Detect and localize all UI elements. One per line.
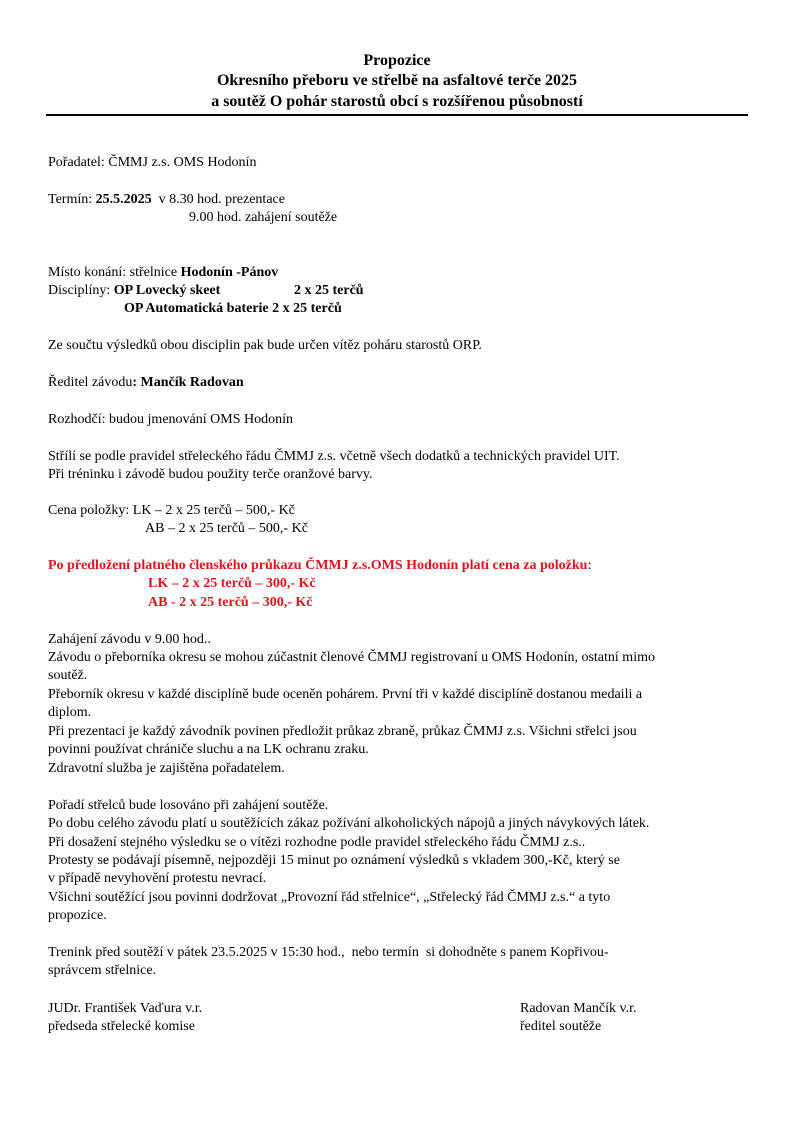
info-line: povinni používat chrániče sluchu a na LK ochranu zraku. (48, 742, 369, 757)
condition-line: Po dobu celého závodu platí u soutěžících zákaz požívání alkoholických nápojů a jiných návykových látek. (48, 816, 650, 831)
info-line: Při prezentaci je každý závodník povinen předložit průkaz zbraně, průkaz ČMMJ z.s. Všichni střelci jsou (48, 724, 637, 739)
term-line (48, 191, 285, 209)
judges-line: Rozhodčí: budou jmenování OMS Hodonín (48, 412, 293, 427)
document-subtitle-2: a soutěž O pohár starostů obcí s rozšířenou působností (211, 93, 583, 110)
discipline-1-name: OP Lovecký skeet (113, 283, 221, 298)
condition-line: Pořadí střelců bude losováno při zahájení soutěže. (48, 798, 329, 813)
price-label: Cena položky: (48, 503, 133, 518)
rules-line-2: Při tréninku i závodě budou použity terče oranžové barvy. (48, 467, 373, 482)
info-line: diplom. (48, 705, 92, 720)
condition-line: propozice. (48, 908, 107, 923)
condition-line: v případě nevyhovění protestu nevrací. (48, 871, 267, 886)
training-line: Trenink před soutěží v pátek 23.5.2025 v 15:30 hod., nebo termín si dohodněte s panem Kopřivou- (48, 945, 609, 960)
info-line: Zdravotní služba je zajištěna pořadatelem. (48, 761, 285, 776)
venue-line (48, 264, 278, 282)
training-line: správcem střelnice. (48, 963, 157, 978)
info-line: soutěž. (48, 668, 88, 683)
document-title: Propozice (363, 52, 431, 69)
term-label: Termín: (48, 192, 96, 207)
sum-text: Ze součtu výsledků obou disciplin pak bude určen vítěz poháru starostů ORP. (48, 338, 482, 353)
condition-line: Při dosažení stejného výsledku se o vítězi rozhodne podle pravidel střeleckého řádu ČMMJ z.s.. (48, 835, 586, 850)
member-price-lk: LK – 2 x 25 terčů – 300,- Kč (148, 576, 316, 591)
price-lk: LK – 2 x 25 terčů – 500,- Kč (132, 503, 295, 518)
signature-left-role: předseda střelecké komise (48, 1019, 195, 1034)
condition-line: Protesty se podávají písemně, nejpozději 15 minut po oznámení výsledků s vkladem 300,-Kč, který se (48, 853, 620, 868)
organizer-line: Pořadatel: ČMMJ z.s. OMS Hodonín (48, 155, 257, 170)
info-line: Závodu o přeborníka okresu se mohou zúčastnit členové ČMMJ registrovaní u OMS Hodonín, ostatní mimo (48, 650, 655, 665)
term-presentation: v 8.30 hod. prezentace (151, 192, 285, 207)
price-ab: AB – 2 x 25 terčů – 500,- Kč (145, 521, 308, 536)
signature-right-name: Radovan Mančík v.r. (520, 1001, 637, 1016)
signature-right-role: ředitel soutěže (520, 1019, 602, 1034)
info-line: Přeborník okresu v každé disciplíně bude oceněn pohárem. První tři v každé disciplíně dostanou medaili a (48, 687, 643, 702)
director-line (48, 374, 244, 392)
discipline-line-2: OP Automatická baterie 2 x 25 terčů (124, 301, 342, 316)
director-name: : Mančík Radovan (132, 375, 244, 390)
info-line: Zahájení závodu v 9.00 hod.. (48, 632, 211, 647)
member-price-heading: Po předložení platného členského průkazu ČMMJ z.s.OMS Hodonín platí cena za položku: (48, 558, 592, 573)
member-price-ab: AB - 2 x 25 terčů – 300,- Kč (148, 595, 313, 610)
venue-value: Hodonín -Pánov (180, 265, 279, 280)
document-subtitle: Okresního přeboru ve střelbě na asfaltové terče 2025 (216, 72, 578, 89)
discipline-1-count: 2 x 25 terčů (294, 283, 364, 298)
discipline-line-1 (48, 282, 220, 300)
disciplines-label: Disciplíny: (48, 283, 114, 298)
term-date: 25.5.2025 (95, 192, 152, 207)
rules-line-1: Střílí se podle pravidel střeleckého řádu ČMMJ z.s. včetně všech dodatků a technických pravidel UIT. (48, 449, 620, 464)
director-label: Ředitel závodu (48, 375, 133, 390)
term-start-line: 9.00 hod. zahájení soutěže (189, 210, 338, 225)
condition-line: Všichni soutěžící jsou povinni dodržovat „Provozní řád střelnice“, „Střelecký řád ČMMJ z.s.“ a tyto (48, 890, 611, 905)
signature-left-name: JUDr. František Vaďura v.r. (48, 1001, 203, 1016)
price-line-lk (48, 502, 295, 520)
member-price-heading-text: Po předložení platného členského průkazu ČMMJ z.s.OMS Hodonín platí cena za položku (48, 558, 588, 573)
venue-label: Místo konání: střelnice (48, 265, 181, 280)
title-divider (46, 114, 748, 116)
